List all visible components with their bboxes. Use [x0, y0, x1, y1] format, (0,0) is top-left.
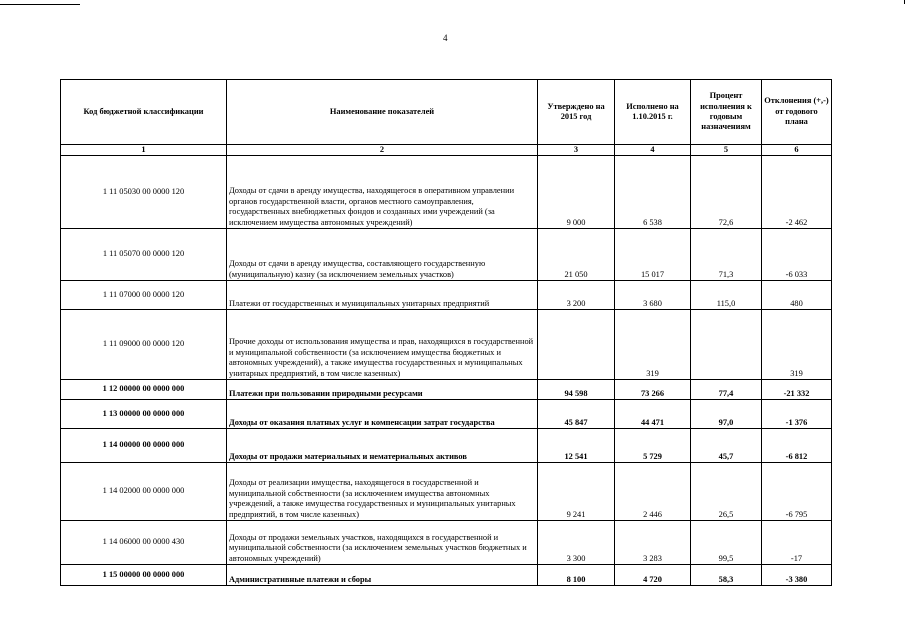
row-approved: 9 000: [538, 156, 615, 229]
row-name: Прочие доходы от использования имущества и прав, находящихся в государственной и муниципальной собственности (за исключением имущества бюджетных и автономных учреждений), а также имущества государственных и муниципальных унитарных предприятий, в том числе казенных): [227, 310, 538, 380]
row-code: 1 14 00000 00 0000 000: [61, 429, 227, 463]
table-row: [61, 565, 832, 586]
header-row: [61, 80, 832, 145]
row-executed: 6 538: [615, 156, 691, 229]
row-percent: 26,5: [691, 463, 762, 521]
row-deviation: -3 380: [762, 565, 832, 586]
row-name: Платежи от государственных и муниципальных унитарных предприятий: [227, 281, 538, 310]
row-executed: 3 680: [615, 281, 691, 310]
table-row: [61, 229, 832, 281]
row-percent: 97,0: [691, 400, 762, 429]
row-approved: 21 050: [538, 229, 615, 281]
table-row: [61, 156, 832, 229]
row-percent: 71,3: [691, 229, 762, 281]
row-code: 1 14 02000 00 0000 000: [61, 463, 227, 521]
row-name: Платежи при пользовании природными ресурсами: [227, 380, 538, 400]
row-executed: 3 283: [615, 521, 691, 565]
row-name: Доходы от продажи земельных участков, находящихся в государственной и муниципальной собственности (за исключением земельных участков бюджетных и автономных учреждений): [227, 521, 538, 565]
row-executed: 319: [615, 310, 691, 380]
table-row: [61, 400, 832, 429]
header-name: Наименование показателей: [227, 80, 538, 145]
row-name: Доходы от сдачи в аренду имущества, находящегося в оперативном управлении органов государственной власти, органов местного самоуправления, государственных внебюджетных фондов и созданных ими учреждений (за исключением имущества автономных учреждений): [227, 156, 538, 229]
table-body: [61, 156, 832, 586]
row-code: 1 15 00000 00 0000 000: [61, 565, 227, 586]
row-approved: 94 598: [538, 380, 615, 400]
row-name: Доходы от реализации имущества, находящегося в государственной и муниципальной собственности (за исключением имущества автономных учреждений, а также имущества государственных и муниципальных унитарных предприятий, в том числе казенных): [227, 463, 538, 521]
table-row: [61, 463, 832, 521]
column-number: 4: [615, 145, 691, 156]
row-executed: 44 471: [615, 400, 691, 429]
row-code: 1 11 07000 00 0000 120: [61, 281, 227, 310]
header-executed: Исполнено на 1.10.2015 г.: [615, 80, 691, 145]
row-percent: 99,5: [691, 521, 762, 565]
header-code: Код бюджетной классификации: [61, 80, 227, 145]
row-deviation: -6 812: [762, 429, 832, 463]
row-approved: 12 541: [538, 429, 615, 463]
row-percent: 45,7: [691, 429, 762, 463]
row-executed: 5 729: [615, 429, 691, 463]
row-deviation: 319: [762, 310, 832, 380]
row-code: 1 11 09000 00 0000 120: [61, 310, 227, 380]
row-approved: 3 300: [538, 521, 615, 565]
row-code: 1 11 05070 00 0000 120: [61, 229, 227, 281]
header-approved: Утверждено на 2015 год: [538, 80, 615, 145]
row-deviation: -6 795: [762, 463, 832, 521]
row-deviation: -17: [762, 521, 832, 565]
table-row: [61, 281, 832, 310]
row-code: 1 11 05030 00 0000 120: [61, 156, 227, 229]
row-code: 1 12 00000 00 0000 000: [61, 380, 227, 400]
row-approved: 8 100: [538, 565, 615, 586]
row-approved: [538, 310, 615, 380]
row-executed: 2 446: [615, 463, 691, 521]
row-deviation: -1 376: [762, 400, 832, 429]
row-percent: 58,3: [691, 565, 762, 586]
row-name: Доходы от продажи материальных и нематериальных активов: [227, 429, 538, 463]
row-percent: [691, 310, 762, 380]
row-percent: 77,4: [691, 380, 762, 400]
row-percent: 115,0: [691, 281, 762, 310]
column-number-row: [61, 145, 832, 156]
row-executed: 73 266: [615, 380, 691, 400]
row-code: 1 13 00000 00 0000 000: [61, 400, 227, 429]
row-approved: 3 200: [538, 281, 615, 310]
budget-table: [60, 79, 832, 586]
top-right-mark: [894, 0, 905, 4]
row-executed: 15 017: [615, 229, 691, 281]
row-deviation: -2 462: [762, 156, 832, 229]
top-rule: [0, 4, 80, 5]
row-percent: 72,6: [691, 156, 762, 229]
row-approved: 45 847: [538, 400, 615, 429]
table-row: [61, 521, 832, 565]
header-deviation: Отклонения (+,-) от годового плана: [762, 80, 832, 145]
table-row: [61, 429, 832, 463]
row-name: Административные платежи и сборы: [227, 565, 538, 586]
table-row: [61, 310, 832, 380]
page-number: 4: [443, 33, 448, 43]
column-number: 5: [691, 145, 762, 156]
column-number: 1: [61, 145, 227, 156]
row-approved: 9 241: [538, 463, 615, 521]
row-deviation: -21 332: [762, 380, 832, 400]
row-name: Доходы от оказания платных услуг и компенсации затрат государства: [227, 400, 538, 429]
column-number: 2: [227, 145, 538, 156]
column-number: 3: [538, 145, 615, 156]
row-executed: 4 720: [615, 565, 691, 586]
column-number: 6: [762, 145, 832, 156]
table-row: [61, 380, 832, 400]
row-deviation: -6 033: [762, 229, 832, 281]
row-code: 1 14 06000 00 0000 430: [61, 521, 227, 565]
header-percent: Процент исполнения к годовым назначениям: [691, 80, 762, 145]
row-deviation: 480: [762, 281, 832, 310]
row-name: Доходы от сдачи в аренду имущества, составляющего государственную (муниципальную) казну (за исключением земельных участков): [227, 229, 538, 281]
